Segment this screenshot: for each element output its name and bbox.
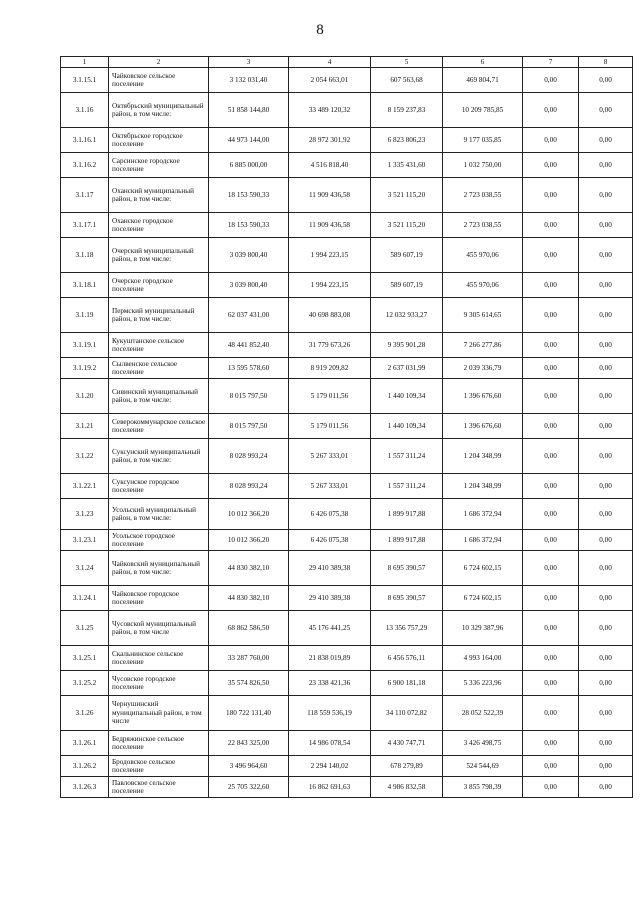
row-name: Чусовской муниципальный район, в том числе — [109, 611, 209, 646]
cell-col-4: 33 489 120,32 — [289, 93, 371, 128]
cell-col-4: 31 779 673,26 — [289, 333, 371, 358]
table-row — [61, 238, 633, 273]
cell-col-7: 0,00 — [523, 213, 579, 238]
row-code: 3.1.18.1 — [61, 273, 109, 298]
row-name: Пермский муниципальный район, в том числе: — [109, 298, 209, 333]
row-code: 3.1.16.1 — [61, 128, 109, 153]
row-name: Чайковское городское поселение — [109, 586, 209, 611]
cell-col-7: 0,00 — [523, 731, 579, 756]
cell-col-8: 0,00 — [579, 696, 633, 731]
cell-col-5: 3 521 115,20 — [371, 213, 443, 238]
cell-col-6: 1 686 372,94 — [443, 530, 523, 551]
cell-col-7: 0,00 — [523, 777, 579, 798]
cell-col-3: 18 153 590,33 — [209, 213, 289, 238]
cell-col-5: 13 356 757,29 — [371, 611, 443, 646]
cell-col-5: 1 335 431,60 — [371, 153, 443, 178]
row-name: Сылвенское сельское поселение — [109, 358, 209, 379]
cell-col-3: 18 153 590,33 — [209, 178, 289, 213]
table-row — [61, 128, 633, 153]
cell-col-7: 0,00 — [523, 358, 579, 379]
table-row — [61, 93, 633, 128]
cell-col-4: 2 054 663,01 — [289, 68, 371, 93]
row-code: 3.1.25 — [61, 611, 109, 646]
cell-col-5: 9 395 901,28 — [371, 333, 443, 358]
cell-col-6: 1 204 348,99 — [443, 439, 523, 474]
cell-col-4: 5 267 333,01 — [289, 474, 371, 499]
cell-col-5: 8 695 390,57 — [371, 551, 443, 586]
row-name: Скальнинское сельское поселение — [109, 646, 209, 671]
cell-col-5: 3 521 115,20 — [371, 178, 443, 213]
cell-col-4: 118 559 536,19 — [289, 696, 371, 731]
cell-col-7: 0,00 — [523, 696, 579, 731]
row-code: 3.1.16 — [61, 93, 109, 128]
cell-col-4: 8 919 209,82 — [289, 358, 371, 379]
table-row — [61, 777, 633, 798]
cell-col-6: 10 329 387,96 — [443, 611, 523, 646]
cell-col-3: 25 705 322,60 — [209, 777, 289, 798]
cell-col-8: 0,00 — [579, 273, 633, 298]
cell-col-8: 0,00 — [579, 213, 633, 238]
row-name: Октябрьский муниципальный район, в том числе: — [109, 93, 209, 128]
cell-col-8: 0,00 — [579, 128, 633, 153]
row-name: Бродовское сельское поселение — [109, 756, 209, 777]
row-code: 3.1.22 — [61, 439, 109, 474]
budget-table — [60, 56, 633, 798]
cell-col-3: 44 973 144,00 — [209, 128, 289, 153]
table-row — [61, 178, 633, 213]
cell-col-8: 0,00 — [579, 178, 633, 213]
cell-col-4: 5 267 333,01 — [289, 439, 371, 474]
table-row — [61, 379, 633, 414]
cell-col-5: 4 430 747,71 — [371, 731, 443, 756]
cell-col-7: 0,00 — [523, 414, 579, 439]
cell-col-5: 34 110 072,82 — [371, 696, 443, 731]
cell-col-8: 0,00 — [579, 756, 633, 777]
cell-col-6: 469 804,71 — [443, 68, 523, 93]
row-code: 3.1.17 — [61, 178, 109, 213]
row-code: 3.1.20 — [61, 379, 109, 414]
row-code: 3.1.15.1 — [61, 68, 109, 93]
cell-col-8: 0,00 — [579, 238, 633, 273]
cell-col-8: 0,00 — [579, 333, 633, 358]
column-header: 5 — [371, 57, 443, 68]
row-code: 3.1.26.1 — [61, 731, 109, 756]
cell-col-8: 0,00 — [579, 439, 633, 474]
cell-col-7: 0,00 — [523, 551, 579, 586]
row-code: 3.1.21 — [61, 414, 109, 439]
cell-col-5: 678 279,89 — [371, 756, 443, 777]
cell-col-8: 0,00 — [579, 671, 633, 696]
cell-col-8: 0,00 — [579, 586, 633, 611]
cell-col-8: 0,00 — [579, 358, 633, 379]
cell-col-7: 0,00 — [523, 379, 579, 414]
cell-col-8: 0,00 — [579, 414, 633, 439]
cell-col-5: 8 159 237,83 — [371, 93, 443, 128]
row-name: Сарсинское городское поселение — [109, 153, 209, 178]
cell-col-6: 1 204 348,99 — [443, 474, 523, 499]
cell-col-7: 0,00 — [523, 586, 579, 611]
row-code: 3.1.26.3 — [61, 777, 109, 798]
row-code: 3.1.24 — [61, 551, 109, 586]
table-row — [61, 414, 633, 439]
cell-col-6: 1 032 750,00 — [443, 153, 523, 178]
cell-col-6: 28 052 522,39 — [443, 696, 523, 731]
row-code: 3.1.24.1 — [61, 586, 109, 611]
row-code: 3.1.16.2 — [61, 153, 109, 178]
row-code: 3.1.19.2 — [61, 358, 109, 379]
cell-col-4: 6 426 075,38 — [289, 530, 371, 551]
cell-col-5: 589 607,19 — [371, 238, 443, 273]
cell-col-5: 8 695 390,57 — [371, 586, 443, 611]
cell-col-6: 10 209 785,85 — [443, 93, 523, 128]
cell-col-3: 3 132 031,40 — [209, 68, 289, 93]
cell-col-3: 180 722 131,40 — [209, 696, 289, 731]
cell-col-5: 6 823 806,23 — [371, 128, 443, 153]
table-row — [61, 756, 633, 777]
page-number: 8 — [316, 22, 324, 38]
row-name: Оханский муниципальный район, в том числе: — [109, 178, 209, 213]
cell-col-8: 0,00 — [579, 93, 633, 128]
cell-col-3: 44 830 382,10 — [209, 551, 289, 586]
cell-col-8: 0,00 — [579, 777, 633, 798]
cell-col-8: 0,00 — [579, 646, 633, 671]
cell-col-7: 0,00 — [523, 273, 579, 298]
cell-col-6: 2 723 038,55 — [443, 213, 523, 238]
row-code: 3.1.19 — [61, 298, 109, 333]
cell-col-5: 2 637 031,99 — [371, 358, 443, 379]
cell-col-4: 29 410 389,38 — [289, 586, 371, 611]
cell-col-7: 0,00 — [523, 153, 579, 178]
cell-col-3: 68 862 586,50 — [209, 611, 289, 646]
cell-col-6: 5 336 223,96 — [443, 671, 523, 696]
cell-col-3: 35 574 826,50 — [209, 671, 289, 696]
row-name: Усольское городское поселение — [109, 530, 209, 551]
table-row — [61, 611, 633, 646]
cell-col-3: 33 287 760,00 — [209, 646, 289, 671]
cell-col-4: 14 986 078,54 — [289, 731, 371, 756]
cell-col-4: 28 972 301,92 — [289, 128, 371, 153]
row-name: Бедряжинское сельское поселение — [109, 731, 209, 756]
cell-col-8: 0,00 — [579, 731, 633, 756]
row-name: Чайковское сельское поселение — [109, 68, 209, 93]
cell-col-5: 1 557 311,24 — [371, 474, 443, 499]
row-name: Суксунское городское поселение — [109, 474, 209, 499]
table-row — [61, 731, 633, 756]
cell-col-7: 0,00 — [523, 646, 579, 671]
row-code: 3.1.18 — [61, 238, 109, 273]
cell-col-5: 4 986 832,58 — [371, 777, 443, 798]
column-header: 3 — [209, 57, 289, 68]
row-code: 3.1.22.1 — [61, 474, 109, 499]
cell-col-3: 48 441 852,40 — [209, 333, 289, 358]
cell-col-4: 1 994 223,15 — [289, 238, 371, 273]
cell-col-3: 3 496 964,60 — [209, 756, 289, 777]
cell-col-3: 8 028 993,24 — [209, 474, 289, 499]
cell-col-8: 0,00 — [579, 551, 633, 586]
cell-col-3: 10 012 366,20 — [209, 499, 289, 530]
table-row — [61, 530, 633, 551]
cell-col-4: 11 909 436,58 — [289, 213, 371, 238]
cell-col-6: 455 970,06 — [443, 273, 523, 298]
row-code: 3.1.25.2 — [61, 671, 109, 696]
cell-col-7: 0,00 — [523, 298, 579, 333]
column-header: 6 — [443, 57, 523, 68]
cell-col-7: 0,00 — [523, 756, 579, 777]
cell-col-6: 2 723 038,55 — [443, 178, 523, 213]
cell-col-4: 6 426 075,38 — [289, 499, 371, 530]
cell-col-8: 0,00 — [579, 611, 633, 646]
column-header: 1 — [61, 57, 109, 68]
column-header: 4 — [289, 57, 371, 68]
row-name: Кукуштанское сельское поселение — [109, 333, 209, 358]
cell-col-4: 21 838 019,89 — [289, 646, 371, 671]
row-name: Октябрьское городское поселение — [109, 128, 209, 153]
cell-col-5: 1 440 109,34 — [371, 414, 443, 439]
row-name: Чусовское городское поселение — [109, 671, 209, 696]
cell-col-6: 455 970,06 — [443, 238, 523, 273]
cell-col-4: 5 179 011,56 — [289, 379, 371, 414]
cell-col-6: 9 177 035,85 — [443, 128, 523, 153]
table-row — [61, 586, 633, 611]
cell-col-6: 6 724 602,15 — [443, 586, 523, 611]
cell-col-3: 8 015 797,50 — [209, 379, 289, 414]
table-row — [61, 358, 633, 379]
cell-col-6: 1 396 676,60 — [443, 379, 523, 414]
cell-col-8: 0,00 — [579, 499, 633, 530]
cell-col-4: 23 338 421,36 — [289, 671, 371, 696]
cell-col-6: 4 993 164,00 — [443, 646, 523, 671]
row-code: 3.1.23 — [61, 499, 109, 530]
cell-col-4: 40 698 883,08 — [289, 298, 371, 333]
cell-col-8: 0,00 — [579, 298, 633, 333]
table-row — [61, 474, 633, 499]
cell-col-6: 1 686 372,94 — [443, 499, 523, 530]
row-name: Северокоммунарское сельское поселение — [109, 414, 209, 439]
cell-col-7: 0,00 — [523, 93, 579, 128]
cell-col-7: 0,00 — [523, 499, 579, 530]
table-body — [61, 68, 633, 798]
row-name: Павловское сельское поселение — [109, 777, 209, 798]
cell-col-5: 1 899 917,88 — [371, 499, 443, 530]
cell-col-7: 0,00 — [523, 530, 579, 551]
cell-col-7: 0,00 — [523, 439, 579, 474]
row-code: 3.1.17.1 — [61, 213, 109, 238]
cell-col-8: 0,00 — [579, 153, 633, 178]
header-row — [61, 57, 633, 68]
cell-col-6: 7 266 277,86 — [443, 333, 523, 358]
row-code: 3.1.19.1 — [61, 333, 109, 358]
row-name: Суксунский муниципальный район, в том числе: — [109, 439, 209, 474]
cell-col-6: 3 426 498,75 — [443, 731, 523, 756]
table-row — [61, 213, 633, 238]
row-code: 3.1.26.2 — [61, 756, 109, 777]
cell-col-4: 11 909 436,58 — [289, 178, 371, 213]
table-row — [61, 551, 633, 586]
cell-col-3: 22 843 325,00 — [209, 731, 289, 756]
column-header: 8 — [579, 57, 633, 68]
cell-col-8: 0,00 — [579, 530, 633, 551]
cell-col-3: 13 595 578,60 — [209, 358, 289, 379]
cell-col-3: 44 830 382,10 — [209, 586, 289, 611]
cell-col-6: 9 305 614,65 — [443, 298, 523, 333]
cell-col-5: 1 899 917,88 — [371, 530, 443, 551]
cell-col-5: 6 900 181,18 — [371, 671, 443, 696]
column-header: 2 — [109, 57, 209, 68]
cell-col-7: 0,00 — [523, 671, 579, 696]
cell-col-6: 6 724 602,15 — [443, 551, 523, 586]
cell-col-5: 607 563,68 — [371, 68, 443, 93]
cell-col-4: 5 179 011,56 — [289, 414, 371, 439]
table-row — [61, 273, 633, 298]
cell-col-6: 3 855 798,39 — [443, 777, 523, 798]
cell-col-5: 6 456 576,11 — [371, 646, 443, 671]
cell-col-8: 0,00 — [579, 379, 633, 414]
cell-col-5: 12 032 933,27 — [371, 298, 443, 333]
cell-col-6: 2 039 336,79 — [443, 358, 523, 379]
cell-col-7: 0,00 — [523, 238, 579, 273]
table-row — [61, 499, 633, 530]
cell-col-7: 0,00 — [523, 178, 579, 213]
cell-col-3: 10 012 366,20 — [209, 530, 289, 551]
cell-col-4: 45 176 441,25 — [289, 611, 371, 646]
cell-col-8: 0,00 — [579, 68, 633, 93]
table-row — [61, 696, 633, 731]
cell-col-4: 4 516 818,40 — [289, 153, 371, 178]
row-name: Очерский муниципальный район, в том числе: — [109, 238, 209, 273]
cell-col-7: 0,00 — [523, 611, 579, 646]
cell-col-3: 3 039 800,40 — [209, 238, 289, 273]
cell-col-3: 8 015 797,50 — [209, 414, 289, 439]
cell-col-7: 0,00 — [523, 474, 579, 499]
row-name: Оханское городское поселение — [109, 213, 209, 238]
table-row — [61, 333, 633, 358]
cell-col-4: 2 294 140,02 — [289, 756, 371, 777]
cell-col-4: 29 410 389,38 — [289, 551, 371, 586]
row-code: 3.1.23.1 — [61, 530, 109, 551]
row-code: 3.1.26 — [61, 696, 109, 731]
cell-col-5: 589 607,19 — [371, 273, 443, 298]
cell-col-4: 16 862 691,63 — [289, 777, 371, 798]
cell-col-4: 1 994 223,15 — [289, 273, 371, 298]
table-row — [61, 671, 633, 696]
row-name: Очерское городское поселение — [109, 273, 209, 298]
table-row — [61, 153, 633, 178]
cell-col-3: 51 858 144,80 — [209, 93, 289, 128]
column-header: 7 — [523, 57, 579, 68]
row-name: Чернушинский муниципальный район, в том числе — [109, 696, 209, 731]
cell-col-3: 6 885 000,00 — [209, 153, 289, 178]
table-row — [61, 439, 633, 474]
cell-col-3: 62 037 431,00 — [209, 298, 289, 333]
table-row — [61, 646, 633, 671]
cell-col-5: 1 440 109,34 — [371, 379, 443, 414]
cell-col-7: 0,00 — [523, 333, 579, 358]
cell-col-7: 0,00 — [523, 128, 579, 153]
row-code: 3.1.25.1 — [61, 646, 109, 671]
cell-col-7: 0,00 — [523, 68, 579, 93]
table-row — [61, 298, 633, 333]
cell-col-8: 0,00 — [579, 474, 633, 499]
cell-col-6: 524 544,69 — [443, 756, 523, 777]
cell-col-3: 3 039 800,40 — [209, 273, 289, 298]
cell-col-5: 1 557 311,24 — [371, 439, 443, 474]
cell-col-3: 8 028 993,24 — [209, 439, 289, 474]
row-name: Чайковский муниципальный район, в том числе: — [109, 551, 209, 586]
row-name: Усольский муниципальный район, в том числе: — [109, 499, 209, 530]
table-row — [61, 68, 633, 93]
cell-col-6: 1 396 676,60 — [443, 414, 523, 439]
row-name: Сивинский муниципальный район, в том числе: — [109, 379, 209, 414]
